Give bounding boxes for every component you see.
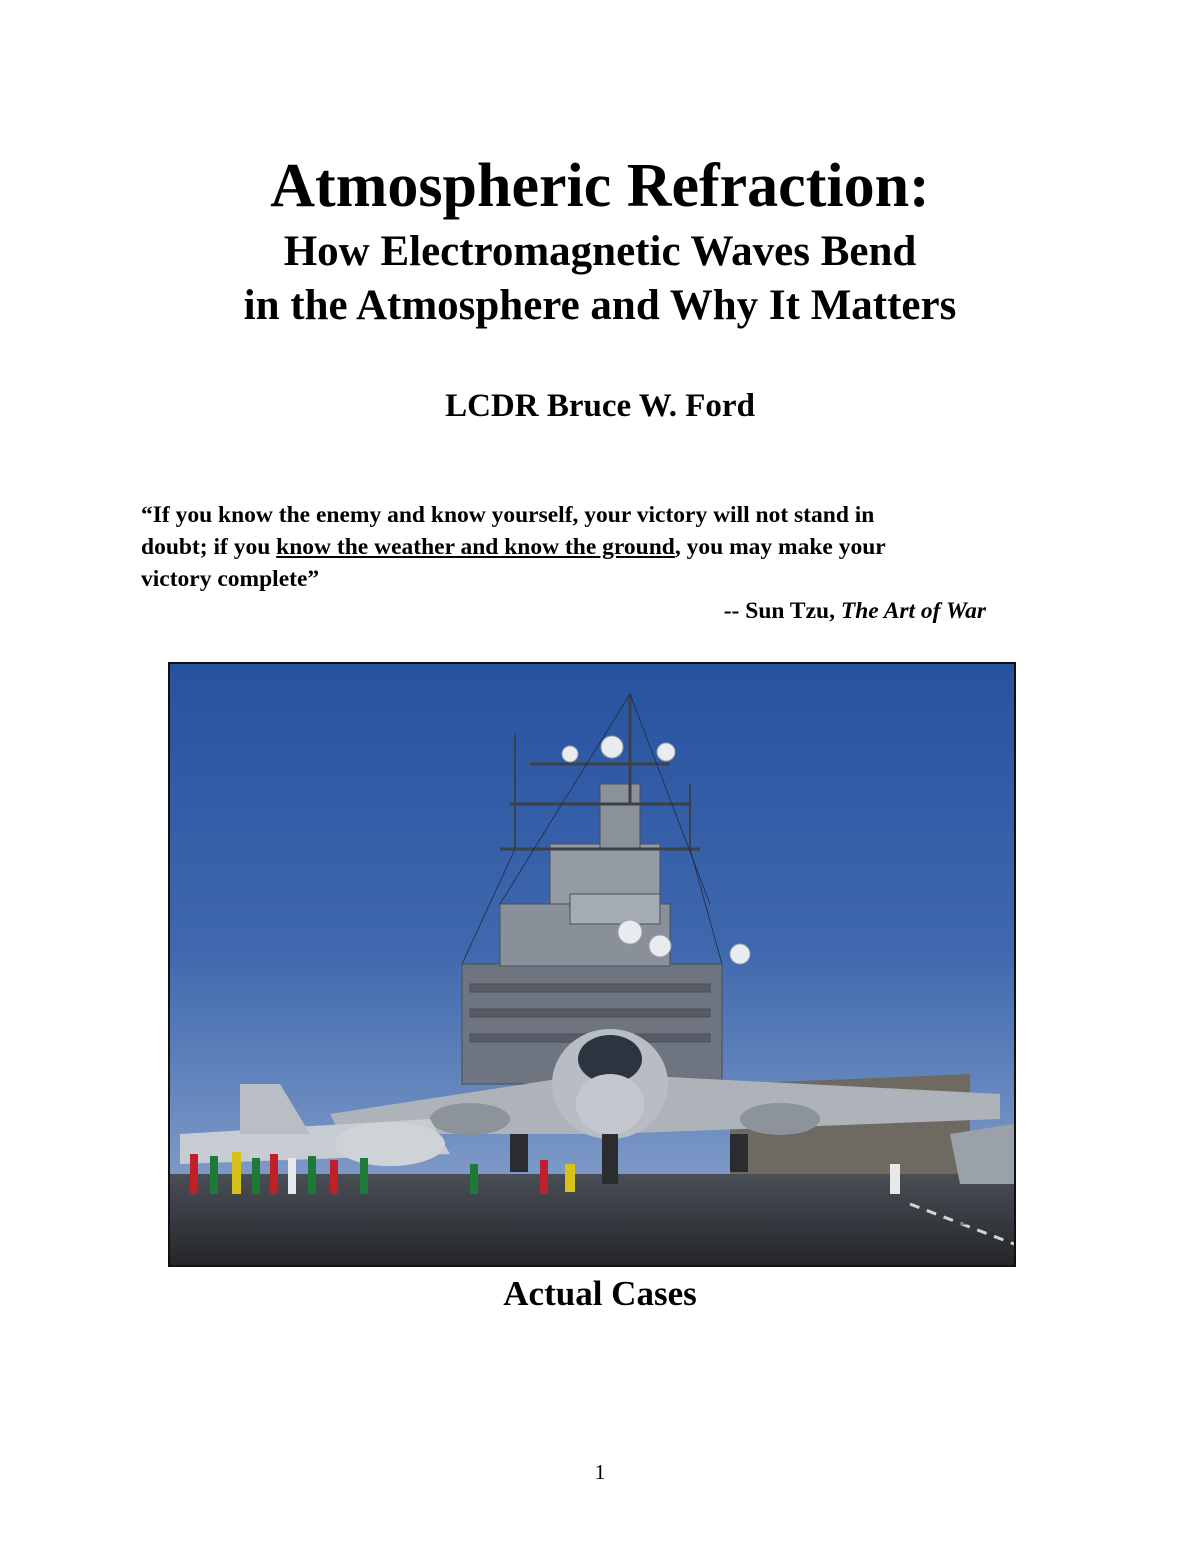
quote-line-3: victory complete” bbox=[141, 566, 320, 592]
quote-line-2-start: doubt; if you bbox=[141, 534, 277, 560]
document-subtitle-line-1: How Electromagnetic Waves Bend bbox=[283, 228, 917, 275]
document-subtitle-line-2: in the Atmosphere and Why It Matters bbox=[243, 282, 957, 329]
flight-deck bbox=[170, 1174, 1014, 1265]
attribution-author: -- Sun Tzu, bbox=[723, 598, 841, 624]
author-name: LCDR Bruce W. Ford bbox=[445, 388, 755, 424]
quote-underlined-phrase: know the weather and know the ground bbox=[276, 534, 675, 560]
document-title: Atmospheric Refraction: bbox=[270, 152, 930, 220]
epigraph-quote bbox=[141, 499, 1021, 595]
figure-caption: Actual Cases bbox=[503, 1274, 697, 1313]
page-number: 1 bbox=[594, 1460, 606, 1484]
aircraft-parked-right bbox=[950, 1124, 1014, 1184]
quote-line-2 bbox=[141, 531, 1021, 563]
quote-attribution bbox=[0, 595, 986, 627]
quote-line-1: “If you know the enemy and know yourself, your victory will not stand in bbox=[141, 502, 875, 528]
quote-line-2-end: , you may make your bbox=[674, 534, 886, 560]
cover-photo bbox=[168, 662, 1016, 1267]
attribution-work: The Art of War bbox=[840, 598, 986, 624]
carrier-illustration bbox=[170, 664, 1014, 1265]
